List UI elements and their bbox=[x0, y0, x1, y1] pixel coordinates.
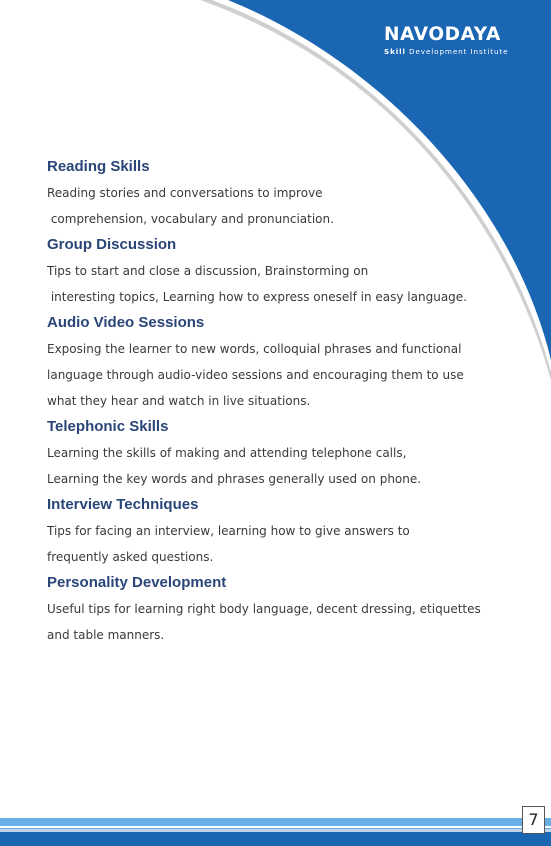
section-telephonic-skills bbox=[47, 414, 507, 492]
section-text-line: comprehension, vocabulary and pronunciation. bbox=[47, 212, 334, 226]
section-text-line: Learning the key words and phrases generally used on phone. bbox=[47, 472, 422, 486]
section-audio-video-sessions bbox=[47, 310, 507, 414]
section-text-line: language through audio-video sessions and encouraging them to use bbox=[47, 368, 464, 382]
logo-tagline bbox=[384, 47, 508, 56]
bottom-stripe-dark bbox=[0, 832, 551, 846]
section-group-discussion bbox=[47, 232, 507, 310]
section-text-line: Learning the skills of making and attending telephone calls, bbox=[47, 446, 407, 460]
bottom-stripe-white bbox=[0, 826, 551, 828]
section-text-line: Tips to start and close a discussion, Brainstorming on bbox=[47, 264, 369, 278]
section-title: Telephonic Skills bbox=[47, 418, 169, 435]
section-title: Interview Techniques bbox=[47, 496, 199, 513]
section-title: Group Discussion bbox=[47, 236, 177, 253]
logo-wordmark: NAVODAYA bbox=[384, 24, 501, 45]
section-text-line: Useful tips for learning right body language, decent dressing, etiquettes bbox=[47, 602, 481, 616]
section-personality-development bbox=[47, 570, 507, 648]
navodaya-logo bbox=[384, 24, 534, 60]
section-text-line: interesting topics, Learning how to express oneself in easy language. bbox=[47, 290, 467, 304]
section-reading-skills bbox=[47, 154, 507, 232]
section-text-line: what they hear and watch in live situations. bbox=[47, 394, 311, 408]
bottom-stripe-light bbox=[0, 818, 551, 830]
logo-tagline-skill: Skill bbox=[384, 47, 406, 56]
section-text-line: Exposing the learner to new words, colloquial phrases and functional bbox=[47, 342, 462, 356]
section-text-line: Reading stories and conversations to improve bbox=[47, 186, 323, 200]
section-text-line: and table manners. bbox=[47, 628, 165, 642]
logo-tagline-rest: Development Institute bbox=[409, 47, 509, 56]
content-body bbox=[47, 154, 507, 648]
section-title: Audio Video Sessions bbox=[47, 314, 205, 331]
section-text-line: frequently asked questions. bbox=[47, 550, 214, 564]
page-number: 7 bbox=[522, 806, 545, 834]
section-interview-techniques bbox=[47, 492, 507, 570]
section-title: Reading Skills bbox=[47, 158, 150, 175]
bottom-stripe-grey bbox=[0, 829, 551, 832]
section-title: Personality Development bbox=[47, 574, 227, 591]
section-text-line: Tips for facing an interview, learning how to give answers to bbox=[47, 524, 410, 538]
